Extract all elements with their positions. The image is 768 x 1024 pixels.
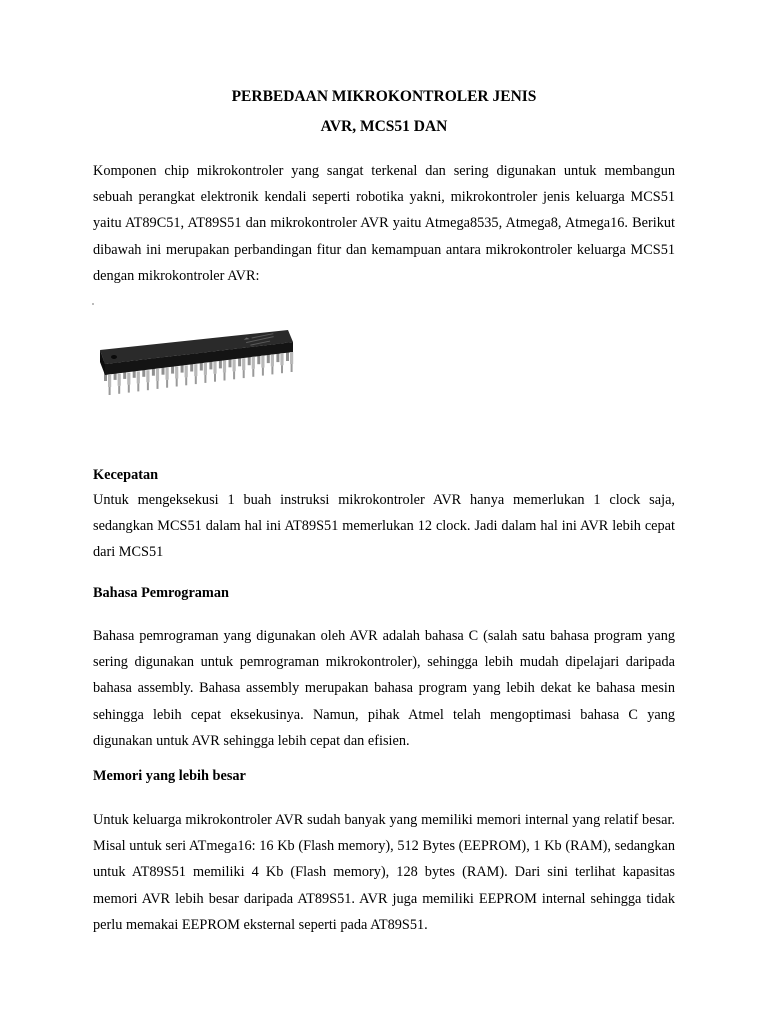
chip-pin-tip (128, 385, 130, 393)
intro-paragraph: Komponen chip mikrokontroler yang sangat terkenal dan sering digunakan untuk membangun sebuah perangkat elektronik kendali seperti robotika yakni, mikrokontroler jenis keluarga MCS51 yaitu AT89C51, AT89S51 dan mikrokontroler AVR yaitu Atmega8535, Atmega8, Atmega16. Berikut dibawah ini merupakan perbandingan fitur dan kemampuan antara mikrokontroler keluarga MCS51 dengan mikrokontroler AVR: (93, 163, 675, 284)
chip-pin-tip (157, 381, 159, 389)
chip-pin-tip (137, 383, 139, 391)
section-body-kecepatan: Untuk mengeksekusi 1 buah instruksi mikrokontroler AVR hanya memerlukan 1 clock saja, sedangkan MCS51 dalam hal ini AT89S51 memerlukan 12 clock. Jadi dalam hal ini AVR lebih cepat dari MCS51 (93, 492, 675, 561)
stray-mark (92, 303, 94, 305)
section-body-memori: Untuk keluarga mikrokontroler AVR sudah banyak yang memiliki memori internal yang relatif besar. Misal untuk seri ATmega16: 16 Kb (Flash memory), 512 Bytes (EEPROM), 1 Kb (RAM), sedangkan untuk AT89S51 memiliki 4 Kb (Flash memory), 128 bytes (RAM). Dari sini terlihat kapasitas memori AVR lebih besar daripada AT89S51. AVR juga memiliki EEPROM internal sehingga tidak perlu memakai EEPROM eksternal seperti pada AT89S51. (93, 812, 675, 933)
chip-pin (108, 375, 111, 387)
chip-pin (233, 359, 236, 371)
chip-pin-tip (166, 380, 168, 388)
chip-pin-tip (233, 371, 235, 379)
chip-pin (242, 358, 245, 370)
chip-pin-tip (262, 368, 264, 376)
chip-pin (118, 374, 121, 386)
chip-pin (137, 371, 140, 383)
chip-pin (223, 361, 226, 373)
page-title-line-2: AVR, MCS51 DAN (320, 118, 448, 135)
chip-pin (290, 352, 293, 364)
chip-pin (194, 364, 197, 376)
chip-pin (146, 370, 149, 382)
chip-pin-tip (109, 387, 111, 395)
chip-pin (156, 369, 159, 381)
chip-pin-tip (281, 365, 283, 373)
chip-pin-tip (291, 364, 293, 372)
chip-pin-tip (204, 375, 206, 383)
chip-pin-tip (243, 370, 245, 378)
chip-pin-tip (185, 377, 187, 385)
chip-pin-tip (118, 386, 120, 394)
chip-pin-tip (224, 373, 226, 381)
chip-pin-tip (214, 374, 216, 382)
section-heading-bahasa-pemrograman: Bahasa Pemrograman (93, 585, 229, 601)
section-body-bahasa-pemrograman: Bahasa pemrograman yang digunakan oleh AVR adalah bahasa C (salah satu bahasa program yang sering digunakan untuk pemrograman mikrokontroler), sehingga lebih mudah dipelajari daripada bahasa assembly. Bahasa assembly merupakan bahasa program yang lebih dekat ke bahasa mesin sehingga lebih cepat eksekusinya. Namun, pihak Atmel telah mengoptimasi bahasa C yang digunakan untuk AVR sehingga lebih cepat dan efisien. (93, 628, 675, 749)
chip-pin (166, 368, 169, 380)
page-title-line-1: PERBEDAAN MIKROKONTROLER JENIS (231, 88, 537, 105)
chip-pin (280, 353, 283, 365)
chip-pin (185, 365, 188, 377)
section-heading-memori: Memori yang lebih besar (93, 768, 246, 784)
chip-pin-tip (271, 366, 273, 374)
chip-pin (261, 356, 264, 368)
chip-photo (92, 322, 297, 414)
chip-pin (271, 354, 274, 366)
chip-pin (252, 357, 255, 369)
chip-pin (213, 362, 216, 374)
microcontroller-chip-icon (92, 322, 297, 414)
chip-pin (127, 373, 130, 385)
chip-pin-tip (147, 382, 149, 390)
section-heading-kecepatan: Kecepatan (93, 467, 159, 483)
chip-pin-tip (252, 369, 254, 377)
chip-pin (204, 363, 207, 375)
chip-pin-tip (195, 376, 197, 384)
chip-pin (175, 367, 178, 379)
chip-pin-tip (176, 379, 178, 387)
